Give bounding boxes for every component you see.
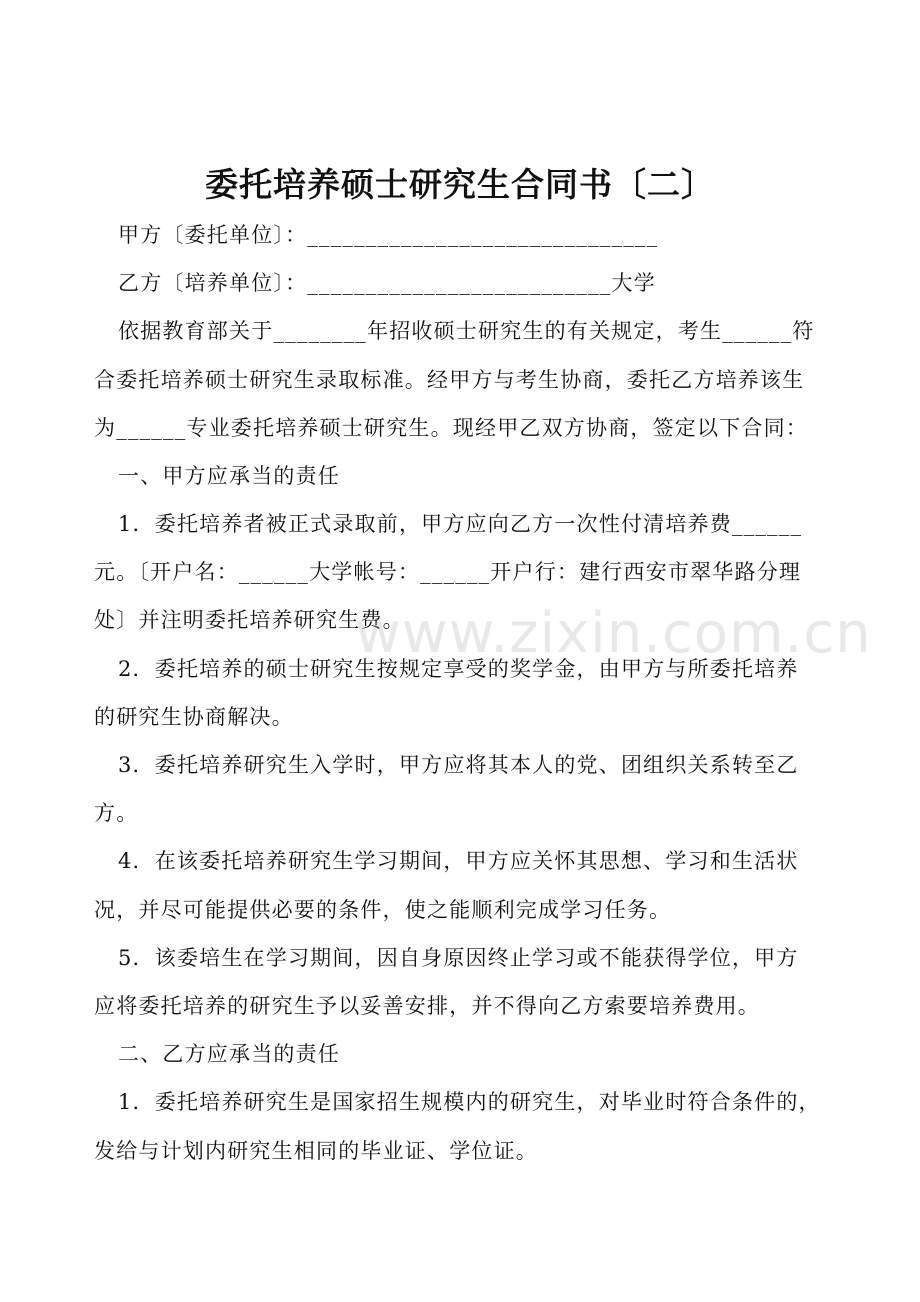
section-heading-party-a: 一、甲方应承当的责任 bbox=[118, 464, 340, 488]
document-title: 委托培养硕士研究生合同书〔二〕 bbox=[205, 165, 715, 204]
clause-a3-line-1: 3．委托培养研究生入学时，甲方应将其本人的党、团组织关系转至乙 bbox=[118, 753, 799, 777]
intro-line-1: 依据教育部关于________年招收硕士研究生的有关规定，考生______符 bbox=[118, 319, 815, 343]
intro-line-3: 为______专业委托培养硕士研究生。现经甲乙双方协商，签定以下合同： bbox=[94, 416, 808, 440]
party-a-line: 甲方〔委托单位〕：______________________________ bbox=[118, 223, 659, 247]
clause-a2-line-2: 的研究生协商解决。 bbox=[94, 705, 294, 729]
clause-a5-line-1: 5．该委培生在学习期间，因自身原因终止学习或不能获得学位，甲方 bbox=[118, 946, 799, 970]
clause-a3-line-2: 方。 bbox=[94, 801, 139, 825]
watermark: www.zixin.com.cn bbox=[355, 601, 872, 666]
clause-a4-line-1: 4．在该委托培养研究生学习期间，甲方应关怀其思想、学习和生活状 bbox=[118, 849, 799, 873]
intro-line-2: 合委托培养硕士研究生录取标准。经甲方与考生协商，委托乙方培养该生 bbox=[94, 368, 805, 392]
clause-a1-line-1: 1．委托培养者被正式录取前，甲方应向乙方一次性付清培养费______ bbox=[118, 512, 803, 536]
party-b-line: 乙方〔培养单位〕：__________________________大学 bbox=[118, 271, 656, 295]
clause-a4-line-2: 况，并尽可能提供必要的条件，使之能顺利完成学习任务。 bbox=[94, 898, 672, 922]
section-heading-party-b: 二、乙方应承当的责任 bbox=[118, 1042, 340, 1066]
clause-a2-line-1: 2．委托培养的硕士研究生按规定享受的奖学金，由甲方与所委托培养 bbox=[118, 657, 799, 681]
clause-b1-line-1: 1．委托培养研究生是国家招生规模内的研究生，对毕业时符合条件的， bbox=[118, 1090, 821, 1114]
clause-a5-line-2: 应将委托培养的研究生予以妥善安排，并不得向乙方索要培养费用。 bbox=[94, 994, 760, 1018]
clause-b1-line-2: 发给与计划内研究生相同的毕业证、学位证。 bbox=[94, 1139, 538, 1163]
clause-a1-line-3: 处〕并注明委托培养研究生费。 bbox=[94, 608, 405, 632]
clause-a1-line-2: 元。〔开户名：______大学帐号：______开户行：建行西安市翠华路分理 bbox=[94, 560, 802, 584]
